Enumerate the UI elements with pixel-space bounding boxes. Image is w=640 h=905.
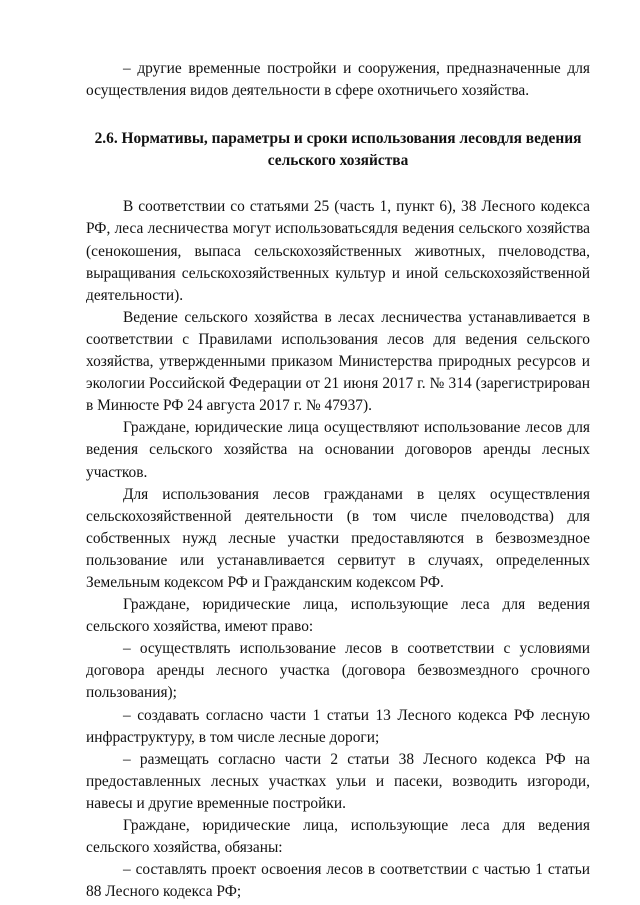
paragraph: В соответствии со статьями 25 (часть 1, пункт 6), 38 Лесного кодекса РФ, леса лесничества могут использоватьсядля ведения сельского хозяйства (сенокошения, выпаса сельскохозяйственных животных, пчеловодства, выращивания сельскохозяйственных культур и иной сельскохозяйственной деятельности). (86, 198, 590, 304)
list-item: – составлять проект освоения лесов в соответствии с частью 1 статьи 88 Лесного кодекса РФ; (86, 861, 590, 901)
paragraph: Граждане, юридические лица, использующие леса для ведения сельского хозяйства, имеют право: (86, 596, 590, 636)
list-item: – размещать согласно части 2 статьи 38 Лесного кодекса РФ на предоставленных лесных участках ульи и пасеки, возводить изгороди, навесы и другие временные постройки. (86, 750, 590, 812)
document-page (86, 58, 590, 903)
intro-list-item: – другие временные постройки и сооружения, предназначенные для осуществления видов деятельности в сфере охотничьего хозяйства. (86, 60, 590, 100)
paragraph: Ведение сельского хозяйства в лесах лесничества устанавливается в соответствии с Правилами использования лесов для ведения сельского хозяйства, утвержденными приказом Министерства природных ресурсов и экологии Российской Федерации от 21 июня 2017 г. № 314 (зарегистрирован в Минюсте РФ 24 августа 2017 г. № 47937). (86, 308, 590, 415)
list-item: – осуществлять использование лесов в соответствии с условиями договора аренды лесного участка (договора безвозмездного срочного пользования); (86, 640, 590, 702)
list-item: – создавать согласно части 1 статьи 13 Лесного кодекса РФ лесную инфраструктуру, в том числе лесные дороги; (86, 706, 590, 746)
section-heading: 2.6. Нормативы, параметры и сроки использования лесовдля ведения сельского хозяйства (94, 130, 582, 170)
paragraph: Граждане, юридические лица, использующие леса для ведения сельского хозяйства, обязаны: (86, 817, 590, 857)
paragraph: Граждане, юридические лица осуществляют использование лесов для ведения сельского хозяйства на основании договоров аренды лесных участков. (86, 419, 590, 481)
paragraph: Для использования лесов гражданами в целях осуществления сельскохозяйственной деятельности (в том числе пчеловодства) для собственных нужд лесные участки предоставляются в безвозмездное пользование или устанавливается сервитут в случаях, определенных Земельным кодексом РФ и Гражданским кодексом РФ. (86, 485, 590, 591)
